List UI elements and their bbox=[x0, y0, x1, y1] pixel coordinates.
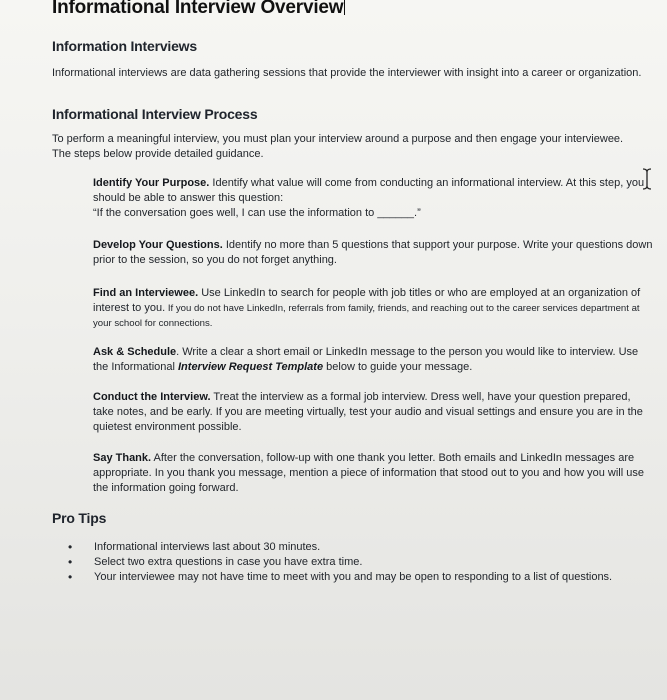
step-conduct-interview-text: Treat the interview as a formal job interview. Dress well, have your question prepared, take notes, and be early. If you are meeting virtually, test your audio and visual settings and ensure you are in the quietest environment possible. bbox=[93, 391, 643, 433]
step-find-interviewee bbox=[93, 286, 653, 331]
step-develop-questions-text: Identify no more than 5 questions that support your purpose. Write your questions down prior to the session, so you do not forget anything. bbox=[93, 239, 653, 266]
bullet-icon: • bbox=[68, 540, 73, 554]
step-identify-purpose bbox=[93, 176, 653, 221]
step-say-thank bbox=[93, 451, 653, 496]
step-find-interviewee-small: If you do not have LinkedIn, referrals from family, friends, and reaching out to the career services department at your school for connections. bbox=[93, 303, 640, 329]
pro-tip-text: Informational interviews last about 30 minutes. bbox=[94, 541, 321, 553]
pro-tips-heading: Pro Tips bbox=[52, 510, 107, 526]
document-title[interactable] bbox=[52, 0, 345, 19]
list-item bbox=[62, 570, 622, 584]
step-ask-schedule bbox=[93, 345, 653, 375]
step-say-thank-lead: Say Thank. bbox=[93, 452, 152, 464]
pro-tip-text: Select two extra questions in case you have extra time. bbox=[94, 556, 363, 568]
step-find-interviewee-lead: Find an Interviewee. bbox=[93, 287, 199, 299]
text-caret bbox=[344, 0, 345, 15]
bullet-icon: • bbox=[68, 555, 73, 569]
step-ask-schedule-text2: below to guide your message. bbox=[323, 361, 473, 373]
step-identify-purpose-text: Identify what value will come from conducting an informational interview. At this step, you should be able to answer this question: bbox=[93, 177, 645, 204]
pro-tip-text: Your interviewee may not have time to meet with you and may be open to responding to a list of questions. bbox=[94, 571, 613, 583]
step-identify-purpose-quote: “If the conversation goes well, I can use the information to ______.” bbox=[93, 207, 421, 219]
list-item bbox=[62, 540, 622, 554]
interview-request-template-link[interactable]: Interview Request Template bbox=[178, 361, 324, 373]
step-ask-schedule-text: . Write a clear a short email or LinkedIn message to the person you would like to interview. Use the Informational bbox=[93, 346, 639, 373]
text-cursor-icon bbox=[640, 168, 654, 190]
step-conduct-interview bbox=[93, 390, 653, 435]
section-body-interview-process: To perform a meaningful interview, you must plan your interview around a purpose and then engage your interviewee. The steps below provide detailed guidance. bbox=[52, 133, 624, 160]
step-ask-schedule-lead: Ask & Schedule bbox=[93, 346, 177, 358]
step-develop-questions bbox=[93, 238, 653, 268]
document-title-text: Informational Interview Overview bbox=[52, 0, 344, 18]
step-say-thank-text: After the conversation, follow-up with one thank you letter. Both emails and LinkedIn messages are appropriate. In you thank you message, mention a piece of information that stood out to you and how you will use the information going forward. bbox=[93, 452, 644, 494]
section-heading-interview-process: Informational Interview Process bbox=[52, 106, 258, 122]
step-conduct-interview-lead: Conduct the Interview. bbox=[93, 391, 211, 403]
section-heading-information-interviews: Information Interviews bbox=[52, 38, 197, 54]
step-find-interviewee-text: Use LinkedIn to search for people with job titles or who are employed at an organization of interest to you. bbox=[93, 287, 641, 314]
section-body-information-interviews: Informational interviews are data gathering sessions that provide the interviewer with insight into a career or organization. bbox=[52, 67, 642, 79]
step-identify-purpose-lead: Identify Your Purpose. bbox=[93, 177, 210, 189]
list-item bbox=[62, 555, 622, 569]
pro-tips-list bbox=[62, 540, 622, 585]
step-develop-questions-lead: Develop Your Questions. bbox=[93, 239, 223, 251]
bullet-icon: • bbox=[68, 570, 73, 584]
